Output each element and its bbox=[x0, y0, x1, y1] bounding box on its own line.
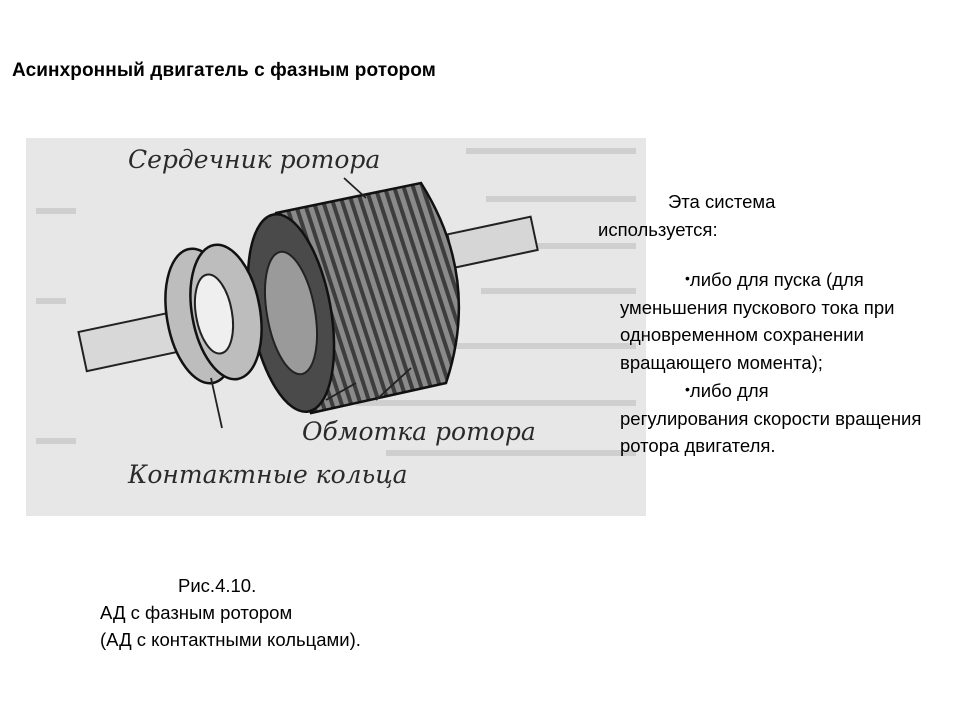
usage-intro-line2: используется: bbox=[598, 218, 718, 240]
label-rotor-winding: Обмотка ротора bbox=[302, 417, 536, 446]
usage-bullet-start bbox=[598, 265, 938, 376]
usage-text bbox=[598, 188, 938, 460]
rotor-illustration bbox=[26, 138, 646, 516]
usage-bullet-speed bbox=[598, 376, 938, 460]
usage-intro-line1: Эта система bbox=[668, 191, 776, 212]
bullet-marker: • bbox=[685, 381, 690, 397]
caption-figure-number: Рис.4.10. bbox=[178, 575, 257, 596]
bullet-rest: регулирования скорости вращения ротора двигателя. bbox=[620, 407, 922, 456]
bullet-line1: либо для пуска (для bbox=[689, 269, 864, 290]
slide-title: Асинхронный двигатель с фазным ротором bbox=[12, 60, 436, 81]
caption-line2: АД с фазным ротором bbox=[100, 602, 293, 623]
label-slip-rings: Контактные кольца bbox=[128, 460, 408, 489]
figure-caption bbox=[100, 572, 361, 653]
bullet-line1: либо для bbox=[689, 380, 769, 401]
caption-line3: (АД с контактными кольцами). bbox=[100, 629, 361, 650]
rotor-figure bbox=[26, 138, 646, 516]
bullet-marker: • bbox=[685, 270, 690, 286]
label-rotor-core: Сердечник ротора bbox=[128, 145, 381, 174]
bullet-rest: уменьшения пускового тока при одновременном сохранении вращающего момента); bbox=[620, 296, 895, 373]
